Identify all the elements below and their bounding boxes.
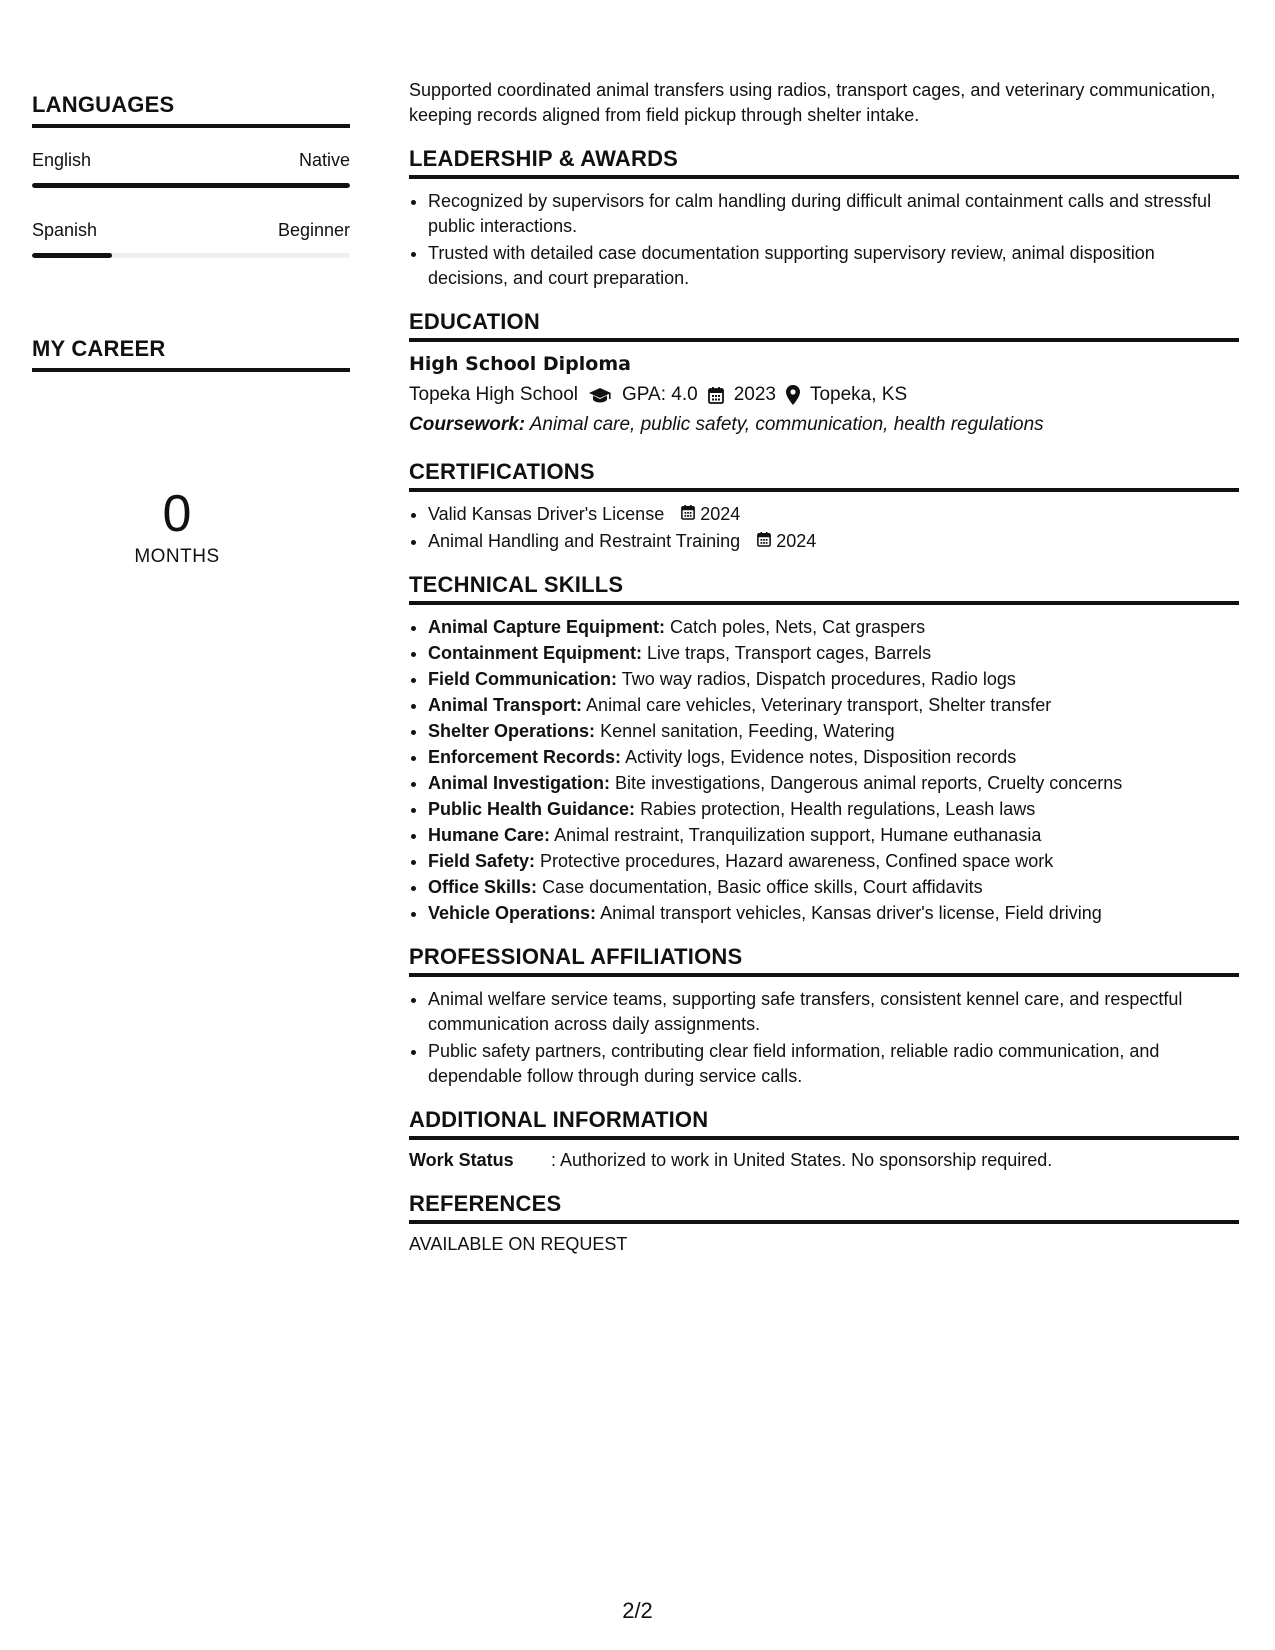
additional-info-section — [409, 1107, 1239, 1173]
education-section — [409, 309, 1239, 437]
calendar-icon — [708, 386, 724, 404]
language-level: Native — [298, 150, 350, 170]
skill-value: Animal restraint, Tranquilization support, Humane euthanasia — [554, 825, 1042, 845]
certifications-heading: CERTIFICATIONS — [409, 459, 1239, 492]
education-meta — [409, 382, 1239, 407]
list-item: • Recognized by supervisors for calm handling during difficult animal containment calls and stressful public interactions. — [428, 189, 1239, 239]
skill-value: Live traps, Transport cages, Barrels — [647, 643, 932, 663]
coursework-value: Animal care, public safety, communication, health regulations — [529, 414, 1044, 435]
leadership-heading: LEADERSHIP & AWARDS — [409, 146, 1239, 179]
calendar-icon — [681, 502, 700, 527]
references-section — [409, 1191, 1239, 1257]
certifications-list — [409, 502, 1239, 554]
skill-value: Two way radios, Dispatch procedures, Radio logs — [621, 669, 1016, 689]
skill-label: Enforcement Records: — [428, 747, 622, 767]
skill-label: Shelter Operations: — [428, 721, 596, 741]
skill-item — [428, 615, 1239, 640]
school-name: Topeka High School — [409, 384, 578, 405]
certification-year: 2024 — [700, 504, 741, 524]
calendar-icon — [757, 529, 776, 554]
skill-value: Rabies protection, Health regulations, Leash laws — [640, 799, 1036, 819]
languages-heading: LANGUAGES — [32, 92, 350, 128]
language-proficiency-bar — [32, 253, 350, 258]
language-level: Beginner — [277, 220, 350, 240]
references-text: AVAILABLE ON REQUEST — [409, 1234, 628, 1254]
page-number: 2/2 — [622, 1598, 653, 1623]
language-proficiency-fill — [32, 253, 112, 258]
skill-item — [428, 667, 1239, 692]
skill-item — [428, 849, 1239, 874]
language-item-english — [32, 150, 350, 188]
skill-item — [428, 771, 1239, 796]
skill-item — [428, 901, 1239, 926]
skill-item — [428, 875, 1239, 900]
coursework — [409, 412, 1239, 437]
technical-skills-heading: TECHNICAL SKILLS — [409, 572, 1239, 605]
gpa: GPA: 4.0 — [622, 384, 698, 405]
skill-label: Field Communication: — [428, 669, 617, 689]
skill-label: Public Health Guidance: — [428, 799, 636, 819]
education-heading: EDUCATION — [409, 309, 1239, 342]
career-duration — [32, 485, 322, 568]
language-proficiency-bar — [32, 183, 350, 188]
career-value: 0 — [162, 485, 192, 543]
additional-info-heading: ADDITIONAL INFORMATION — [409, 1107, 1239, 1140]
language-name: Spanish — [32, 220, 98, 240]
affiliations-list — [409, 987, 1239, 1089]
skill-label: Humane Care: — [428, 825, 551, 845]
career-unit: MONTHS — [134, 546, 220, 567]
location-pin-icon — [786, 385, 800, 405]
list-item: • Trusted with detailed case documentation supporting supervisory review, animal disposition decisions, and court preparation. — [428, 241, 1239, 291]
list-item: • Animal welfare service teams, supporting safe transfers, consistent kennel care, and respectful communication across daily assignments. — [428, 987, 1239, 1037]
work-status-label: Work Status — [409, 1150, 514, 1170]
list-item — [428, 502, 1239, 527]
experience-continuation-text: Supported coordinated animal transfers using radios, transport cages, and veterinary communication, keeping records aligned from field pickup through shelter intake. — [409, 80, 1216, 125]
graduation-year: 2023 — [733, 384, 776, 405]
skill-item — [428, 693, 1239, 718]
skill-value: Kennel sanitation, Feeding, Watering — [600, 721, 895, 741]
references-heading: REFERENCES — [409, 1191, 1239, 1224]
language-item-spanish — [32, 220, 350, 258]
list-item: • Public safety partners, contributing clear field information, reliable radio communication, and dependable follow through during service calls. — [428, 1039, 1239, 1089]
career-heading: MY CAREER — [32, 336, 350, 372]
list-item — [428, 529, 1239, 554]
affiliations-heading: PROFESSIONAL AFFILIATIONS — [409, 944, 1239, 977]
skill-label: Animal Investigation: — [428, 773, 611, 793]
skill-value: Bite investigations, Dangerous animal reports, Cruelty concerns — [615, 773, 1123, 793]
skill-value: Catch poles, Nets, Cat graspers — [670, 617, 926, 637]
leadership-list — [409, 189, 1239, 291]
skill-label: Containment Equipment: — [428, 643, 642, 663]
skill-label: Animal Transport: — [428, 695, 583, 715]
skill-item — [428, 719, 1239, 744]
degree-title: High School Diploma — [409, 353, 631, 375]
certification-name: Animal Handling and Restraint Training — [428, 531, 741, 551]
skill-label: Animal Capture Equipment: — [428, 617, 666, 637]
skill-value: Case documentation, Basic office skills, Court affidavits — [542, 877, 983, 897]
affiliations-section — [409, 944, 1239, 1089]
work-status-row — [409, 1148, 1239, 1173]
work-status-value: : Authorized to work in United States. No sponsorship required. — [551, 1150, 1053, 1170]
right-column — [409, 78, 1239, 1257]
skill-value: Activity logs, Evidence notes, Disposition records — [625, 747, 1017, 767]
left-column — [32, 92, 350, 568]
technical-skills-section — [409, 572, 1239, 926]
skill-value: Animal transport vehicles, Kansas driver's license, Field driving — [600, 903, 1102, 923]
skill-item — [428, 823, 1239, 848]
school-location: Topeka, KS — [809, 384, 908, 405]
skill-item — [428, 641, 1239, 666]
language-name: English — [32, 150, 92, 170]
certification-year: 2024 — [776, 531, 817, 551]
skill-item — [428, 797, 1239, 822]
skill-value: Protective procedures, Hazard awareness, Confined space work — [540, 851, 1054, 871]
skills-list — [409, 615, 1239, 926]
graduation-cap-icon — [588, 386, 612, 404]
language-proficiency-fill — [32, 183, 350, 188]
skill-label: Field Safety: — [428, 851, 536, 871]
coursework-label: Coursework: — [409, 414, 526, 435]
certifications-section — [409, 459, 1239, 554]
certification-name: Valid Kansas Driver's License — [428, 504, 665, 524]
skill-item — [428, 745, 1239, 770]
skill-value: Animal care vehicles, Veterinary transport, Shelter transfer — [586, 695, 1052, 715]
skill-label: Vehicle Operations: — [428, 903, 597, 923]
skill-label: Office Skills: — [428, 877, 538, 897]
leadership-section — [409, 146, 1239, 291]
